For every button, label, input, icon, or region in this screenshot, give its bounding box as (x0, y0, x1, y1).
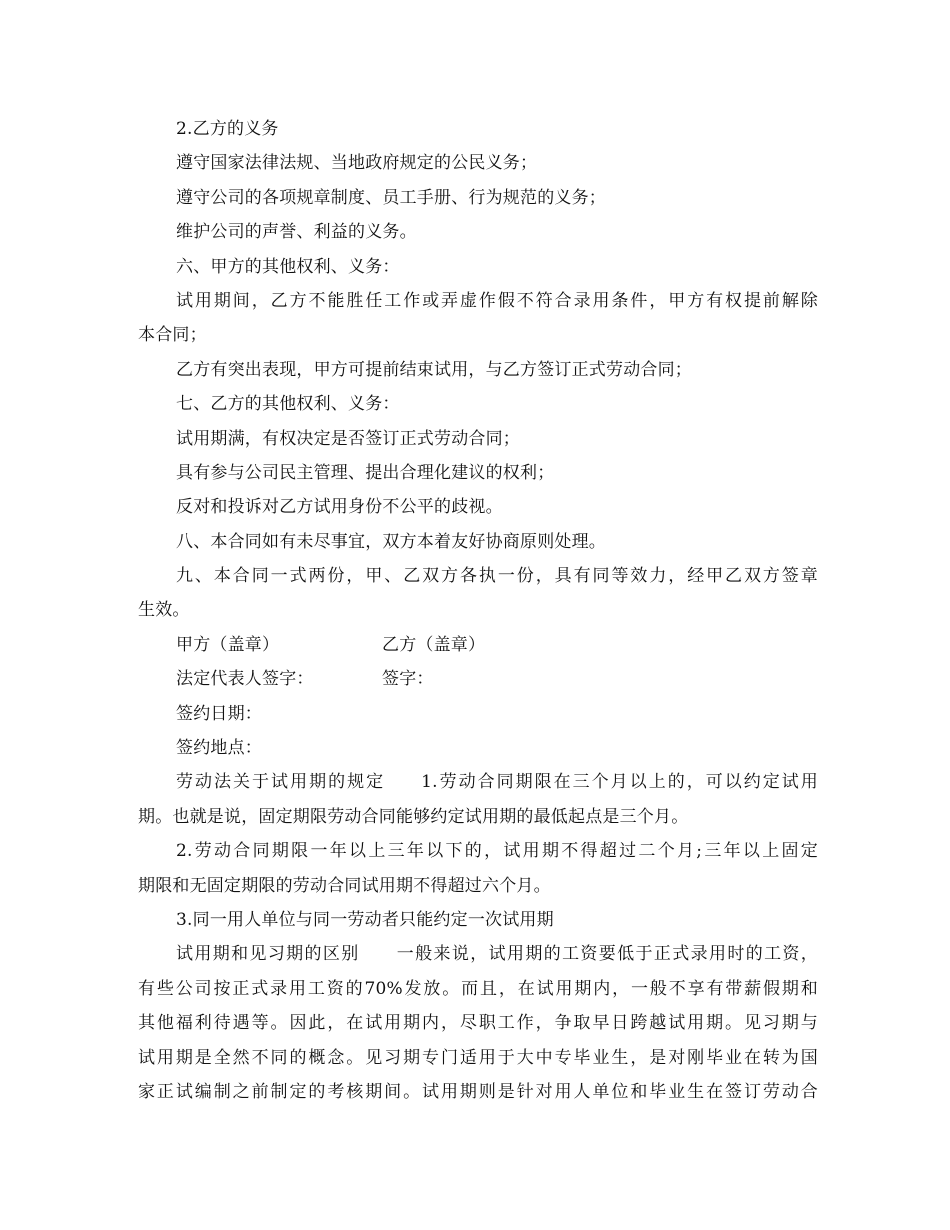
document-page (138, 112, 818, 1109)
line-text: 家正试编制之前制定的考核期间。试用期则是针对用人单位和毕业生在签订劳动合 (138, 1081, 818, 1102)
line-text: 七、乙方的其他权利、义务： (176, 394, 400, 415)
line-text: 本合同； (138, 325, 207, 346)
line-text: 生效。 (138, 600, 190, 621)
line-text: 期限和无固定期限的劳动合同试用期不得超过六个月。 (138, 875, 551, 896)
line-text: 乙方有突出表现，甲方可提前结束试用，与乙方签订正式劳动合同； (176, 359, 692, 380)
paragraph-line (138, 559, 818, 593)
line-text: 2.劳动合同期限一年以上三年以下的，试用期不得超过二个月;三年以上固定 (176, 841, 818, 862)
line-text: 九、本合同一式两份，甲、乙双方各执一份，具有同等效力，经甲乙双方签章 (176, 566, 818, 587)
probation-notes (138, 765, 818, 1109)
paragraph-line (138, 1075, 818, 1109)
line-text: 一般来说，试用期的工资要低于正式录用时的工资， (395, 944, 818, 965)
signing-place: 签约地点： (176, 738, 262, 759)
paragraph-line (138, 869, 818, 903)
line-text: 2.乙方的义务 (176, 119, 279, 139)
party-a-seal: 甲方（盖章） (176, 634, 280, 655)
line-text: 期。也就是说，固定期限劳动合同能够约定试用期的最低起点是三个月。 (138, 806, 689, 827)
line-text: 3.同一用人单位与同一劳动者只能约定一次试用期 (176, 909, 554, 930)
line-text: 试用期是全然不同的概念。见习期专门适用于大中专毕业生，是对刚毕业在转为国 (138, 1047, 818, 1068)
paragraph-line (138, 834, 818, 868)
line-text: 六、甲方的其他权利、义务： (176, 256, 400, 277)
paragraph-line (138, 937, 818, 971)
paragraph-line (138, 284, 818, 318)
party-b-signature: 签字： (382, 669, 434, 690)
paragraph-line (138, 250, 818, 284)
signature-row-parties (138, 628, 818, 662)
paragraph-line (138, 800, 818, 834)
line-text: 试用期间，乙方不能胜任工作或弄虚作假不符合录用条件，甲方有权提前解除 (176, 290, 818, 311)
paragraph-line (138, 765, 818, 799)
signature-row-signs (138, 662, 818, 696)
line-text: 具有参与公司民主管理、提出合理化建议的权利； (176, 462, 555, 483)
line-text: 试用期满，有权决定是否签订正式劳动合同； (176, 428, 520, 449)
party-b-seal: 乙方（盖章） (382, 634, 486, 655)
paragraph-line (138, 972, 818, 1006)
signing-date: 签约日期： (176, 703, 262, 724)
section-lead: 试用期和见习期的区别 (176, 944, 360, 965)
line-text: 八、本合同如有未尽事宜，双方本着友好协商原则处理。 (176, 531, 606, 552)
paragraph-line (138, 593, 818, 627)
paragraph-line (138, 112, 818, 146)
legal-rep-signature: 法定代表人签字： (176, 669, 314, 690)
line-text: 反对和投诉对乙方试用身份不公平的歧视。 (176, 497, 503, 518)
paragraph-line (138, 456, 818, 490)
line-text: 遵守公司的各项规章制度、员工手册、行为规范的义务； (176, 187, 606, 208)
paragraph-line (138, 1006, 818, 1040)
line-text: 维护公司的声誉、利益的义务。 (176, 222, 417, 243)
paragraph-line (138, 353, 818, 387)
line-text: 有些公司按正式录用工资的70%发放。而且，在试用期内，一般不享有带薪假期和 (138, 978, 818, 999)
paragraph-line (138, 490, 818, 524)
paragraph-line (138, 903, 818, 937)
paragraph-line (138, 215, 818, 249)
paragraph-line (138, 387, 818, 421)
paragraph-line (138, 146, 818, 180)
paragraph-line (138, 525, 818, 559)
line-text: 1.劳动合同期限在三个月以上的，可以约定试用 (421, 772, 818, 793)
line-text: 遵守国家法律法规、当地政府规定的公民义务； (176, 153, 538, 174)
line-text: 其他福利待遇等。因此，在试用期内，尽职工作，争取早日跨越试用期。见习期与 (138, 1013, 818, 1034)
paragraph-line (138, 1041, 818, 1075)
paragraph-line (138, 181, 818, 215)
paragraph-line (138, 318, 818, 352)
paragraph-line (138, 422, 818, 456)
section-lead: 劳动法关于试用期的规定 (176, 772, 386, 793)
contract-body (138, 112, 818, 628)
